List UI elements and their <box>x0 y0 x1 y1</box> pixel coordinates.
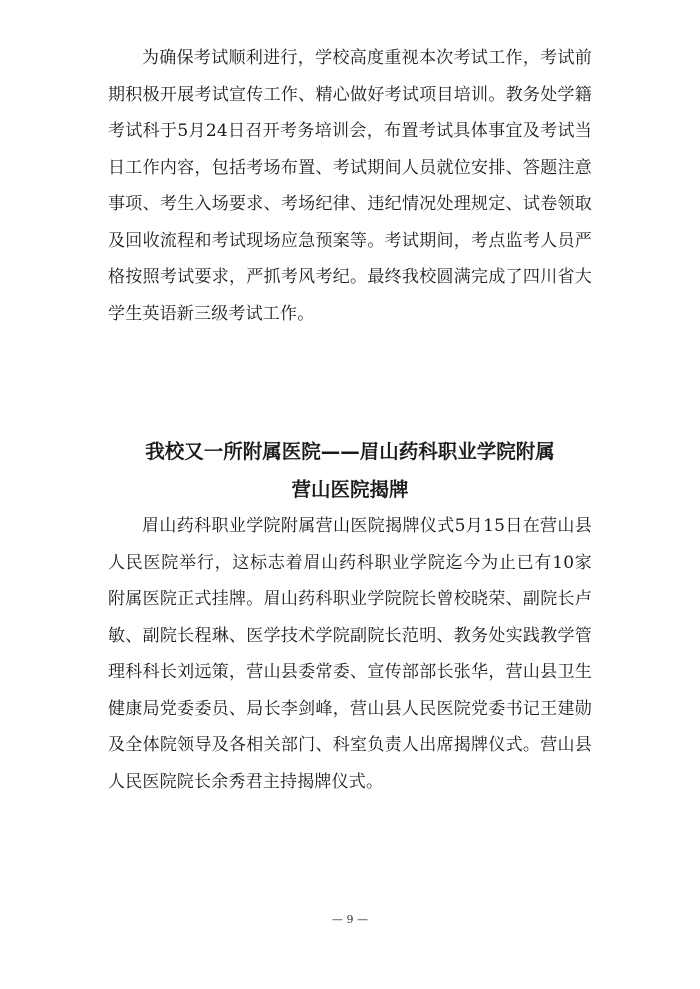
exam-report-paragraph: 为确保考试顺利进行，学校高度重视本次考试工作，考试前期积极开展考试宣传工作、精心做好考试项目培训。教务处学籍考试科于5月24日召开考务培训会，布置考试具体事宜及考试当日工作内容，包括考场布置、考试期间人员就位安排、答题注意事项、考生入场要求、考场纪律、违纪情况处理规定、试卷领取及回收流程和考试现场应急预案等。考试期间，考点监考人员严格按照考试要求，严抓考风考纪。最终我校圆满完成了四川省大学生英语新三级考试工作。 <box>108 48 592 324</box>
article-title-line-2: 营山医院揭牌 <box>291 478 409 501</box>
article-title-line-1: 我校又一所附属医院——眉山药科职业学院附属 <box>145 440 555 463</box>
page-number: — 9 — <box>332 913 368 926</box>
hospital-unveiling-paragraph: 眉山药科职业学院附属营山医院揭牌仪式5月15日在营山县人民医院举行，这标志着眉山药科职业学院迄今为止已有10家附属医院正式挂牌。眉山药科职业学院院长曾校晓荣、副院长卢敏、副院长程琳、医学技术学院副院长范明、教务处实践教学管理科科长刘远策，营山县委常委、宣传部部长张华，营山县卫生健康局党委委员、局长李剑峰，营山县人民医院党委书记王建勋及全体院领导及各相关部门、科室负责人出席揭牌仪式。营山县人民医院院长余秀君主持揭牌仪式。 <box>108 516 592 792</box>
